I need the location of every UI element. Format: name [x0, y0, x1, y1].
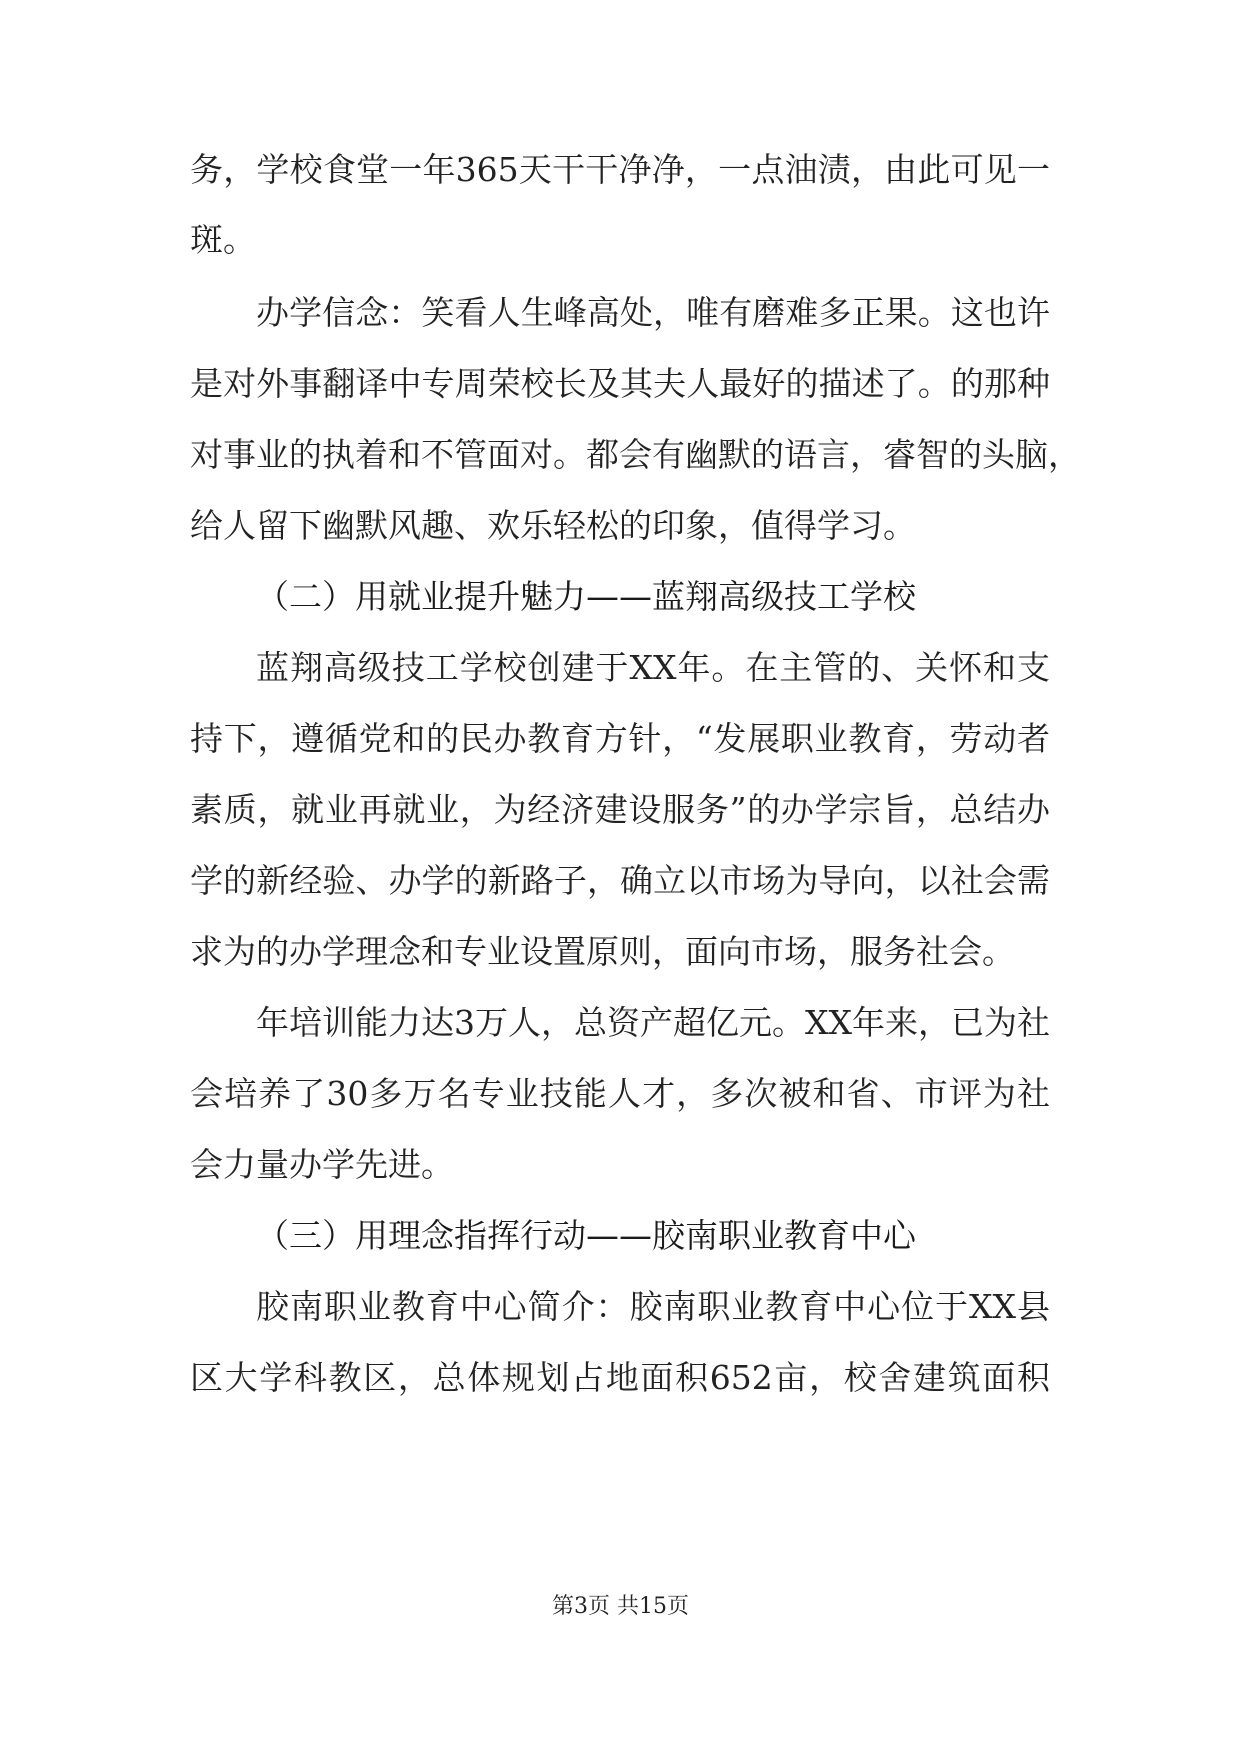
page-number-footer: 第3页 共15页 — [552, 1594, 689, 1619]
text-line: 办学信念：笑看人生峰高处，唯有磨难多正果。这也许 — [256, 293, 1050, 332]
text-line: 会力量办学先进。 — [190, 1145, 454, 1184]
section-heading: （二）用就业提升魅力——蓝翔高级技工学校 — [256, 577, 916, 616]
text-line: 学的新经验、办学的新路子，确立以市场为导向，以社会需 — [190, 861, 1050, 900]
text-line: 持下，遵循党和的民办教育方针，“发展职业教育，劳动者 — [190, 719, 1050, 758]
text-line: 年培训能力达3万人，总资产超亿元。XX年来，已为社 — [256, 1003, 1050, 1042]
text-line: 务，学校食堂一年365天干干净净，一点油渍，由此可见一 — [190, 150, 1050, 189]
text-line: 会培养了30多万名专业技能人才，多次被和省、市评为社 — [190, 1074, 1050, 1113]
text-line: 胶南职业教育中心简介：胶南职业教育中心位于XX县 — [256, 1287, 1050, 1326]
text-line: 对事业的执着和不管面对。都会有幽默的语言，睿智的头脑， — [190, 435, 1081, 474]
section-heading: （三）用理念指挥行动——胶南职业教育中心 — [256, 1216, 916, 1255]
text-line: 斑。 — [190, 220, 256, 259]
text-line: 素质，就业再就业，为经济建设服务”的办学宗旨，总结办 — [190, 790, 1050, 829]
text-line: 蓝翔高级技工学校创建于XX年。在主管的、关怀和支 — [256, 648, 1050, 687]
text-line: 求为的办学理念和专业设置原则，面向市场，服务社会。 — [190, 932, 1015, 971]
text-line: 给人留下幽默风趣、欢乐轻松的印象，值得学习。 — [190, 506, 916, 545]
text-line: 是对外事翻译中专周荣校长及其夫人最好的描述了。的那种 — [190, 364, 1050, 403]
text-line: 区大学科教区，总体规划占地面积652亩，校舍建筑面积 — [190, 1358, 1050, 1397]
